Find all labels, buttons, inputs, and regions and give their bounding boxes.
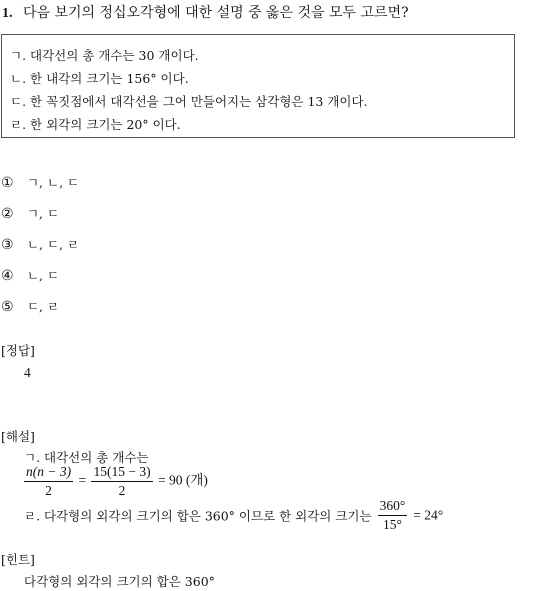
choice-3-mark: ③ [1,237,14,253]
choice-3[interactable] [1,235,79,253]
answer-header: [정답] [1,343,35,358]
choice-1-text: ㄱ, ㄴ, ㄷ [26,175,80,190]
choice-1-mark: ① [1,175,14,191]
question-text: 다음 보기의 정십오각형에 대한 설명 중 옳은 것을 모두 고르면? [22,5,409,21]
formula-equals: = [78,472,87,488]
solution-formula [22,464,208,499]
solution-header: [해설] [1,429,35,444]
question-number: 1. [2,6,13,21]
choice-2-text: ㄱ, ㄷ [26,206,60,221]
choice-4-text: ㄴ, ㄷ [26,268,60,283]
choice-5-text: ㄷ, ㄹ [26,299,60,314]
statement-3: ㄷ. 한 꼭짓점에서 대각선을 그어 만들어지는 삼각형은 13 개이다. [10,94,368,109]
choice-2[interactable] [1,204,59,222]
solution-line-3-text: ㄹ. 다각형의 외각의 크기의 합은 360° 이므로 한 외각의 크기는 [24,508,372,524]
fraction-1-denominator: 2 [45,483,52,498]
solution-line-3 [24,498,443,533]
choice-2-mark: ② [1,206,14,222]
question-title [2,2,409,22]
fraction-2-numerator: 15(15 − 3) [91,464,152,482]
hint-text: 다각형의 외각의 크기의 합은 360° [24,574,215,589]
statement-4: ㄹ. 한 외각의 크기는 20° 이다. [10,117,181,132]
statement-2: ㄴ. 한 내각의 크기는 156° 이다. [10,71,189,86]
fraction-1-numerator: n(n − 3) [24,464,73,482]
formula-fraction-2 [91,464,152,499]
exterior-fraction-numerator: 360° [378,498,408,516]
exterior-fraction-denominator: 15° [382,517,402,532]
exterior-angle-fraction [378,498,408,533]
choice-3-text: ㄴ, ㄷ, ㄹ [26,237,80,252]
hint-header: [힌트] [1,552,35,567]
choice-5[interactable] [1,297,59,315]
choice-4[interactable] [1,266,59,284]
fraction-2-denominator: 2 [118,483,126,498]
exterior-angle-result: = 24° [413,507,444,523]
formula-result: = 90 (개) [157,472,208,488]
formula-fraction-1 [24,464,73,499]
answer-value: 4 [24,365,31,380]
choice-1[interactable] [1,173,79,191]
statements-box [1,34,515,138]
statement-1: ㄱ. 대각선의 총 개수는 30 개이다. [10,48,199,63]
choice-4-mark: ④ [1,268,14,284]
solution-line-1: ㄱ. 대각선의 총 개수는 [24,450,149,465]
choice-5-mark: ⑤ [1,299,14,315]
